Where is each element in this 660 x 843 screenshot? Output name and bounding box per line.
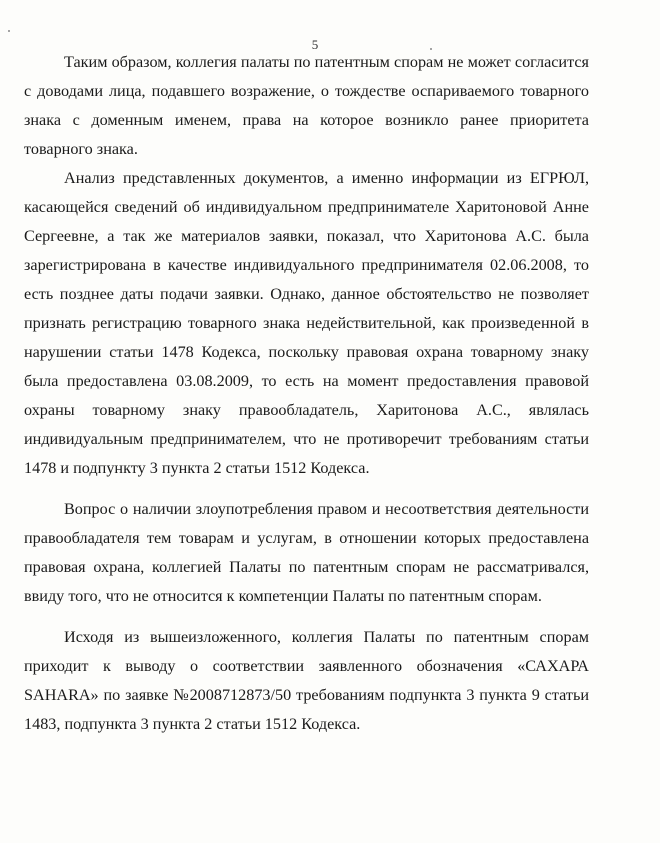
paragraph-abuse-question: Вопрос о наличии злоупотребления правом и несоответствия деятельности правообладателя тем товарам и услугам, в отношении которых предоставлена правовая охрана, коллегией Палаты по патентным спорам не рассматривался, ввиду того, что не относится к компетенции Палаты по патентным спорам. <box>24 500 589 605</box>
paragraph-egrul-analysis: Анализ представленных документов, а именно информации из ЕГРЮЛ, касающейся сведений об индивидуальном предпринимателе Харитоновой Анне Сергеевне, а так же материалов заявки, показал, что Харитонова А.С. была зарегистрирована в качестве индивидуального предпринимателя 02.06.2008, то есть позднее даты подачи заявки. Однако, данное обстоятельство не позволяет признать регистрацию товарного знака недействительной, как произведенной в нарушении статьи 1478 Кодекса, поскольку правовая охрана товарному знаку была предоставлена 03.08.2009, то есть на момент предоставления правовой охраны товарному знаку правообладатель, Харитонова А.С., являлась индивидуальным предпринимателем, что не противоречит требованиям статьи 1478 и подпункту 3 пункта 2 статьи 1512 Кодекса. <box>24 169 589 477</box>
scan-speck <box>8 30 10 32</box>
document-body <box>24 48 589 739</box>
paragraph-conclusion: Исходя из вышеизложенного, коллегия Палаты по патентным спорам приходит к выводу о соответствии заявленного обозначения «САХАРА SAHARA» по заявке №2008712873/50 требованиям подпункта 3 пункта 9 статьи 1483, подпункта 3 пункта 2 статьи 1512 Кодекса. <box>24 628 589 733</box>
paragraph-trademark-domain: Таким образом, коллегия палаты по патентным спорам не может согласится с доводами лица, подавшего возражение, о тождестве оспариваемого товарного знака с доменным именем, права на которое возникло ранее приоритета товарного знака. <box>24 53 589 158</box>
page-number: 5 <box>311 37 319 52</box>
